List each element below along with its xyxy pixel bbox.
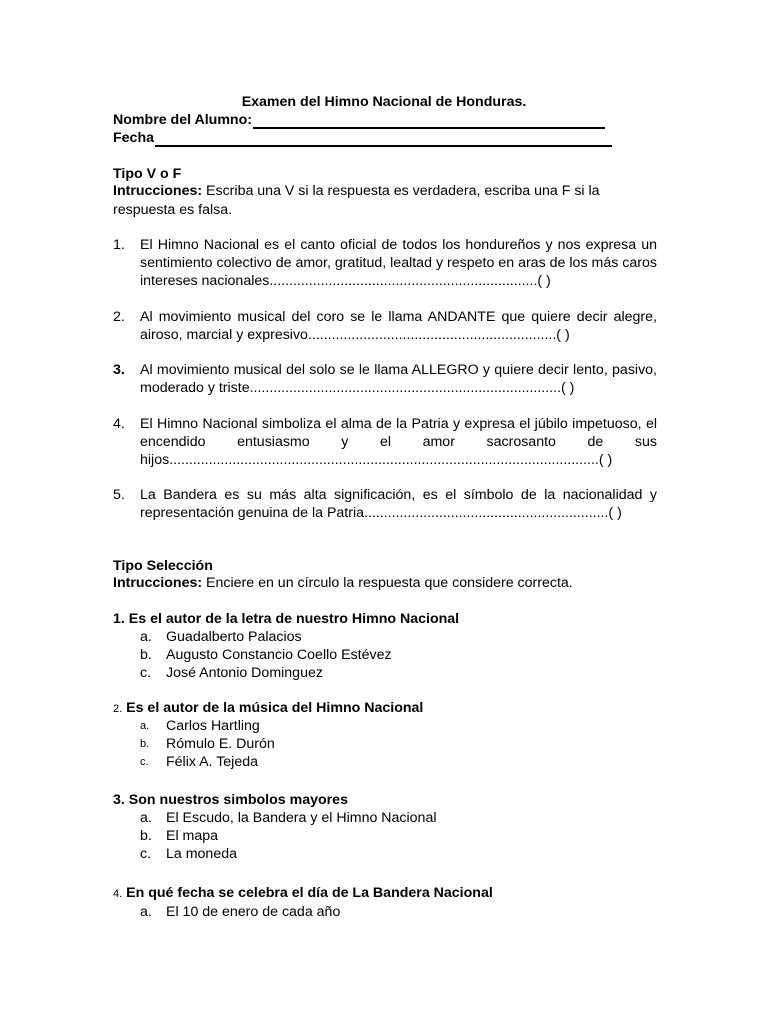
exam-title: Examen del Himno Nacional de Honduras. [241,94,527,110]
sel-options [140,717,275,771]
option-text: Félix A. Tejeda [166,754,259,770]
sel-option[interactable] [140,628,392,646]
sel-option[interactable] [140,735,275,753]
option-text: Augusto Constancio Coello Estévez [166,647,392,663]
sel-question-text: Son nuestros simbolos mayores [124,792,348,808]
tf-item-dots: ............................................................... [307,327,557,344]
sel-question-number: 2. [113,703,123,715]
sel-option[interactable] [140,903,340,921]
option-letter: a. [140,904,152,920]
option-text: Guadalberto Palacios [166,629,302,645]
tf-item-dots: ............................................................................................................. [169,452,599,469]
option-text: El mapa [166,828,219,844]
sel-question-number: 1. [113,611,125,627]
tf-item-dots: .............................................................. [364,505,609,522]
sel-question [113,611,459,628]
tf-item-number: 3. [113,362,125,378]
sel-instructions-text: Enciere en un círculo la respuesta que considere correcta. [202,575,573,591]
tf-item-dots: .................................................................... [269,273,538,290]
tf-item-number: 1. [113,237,125,253]
tf-item [113,236,657,291]
sel-question-number: 4. [113,888,123,900]
student-name-label: Nombre del Alumno: [113,112,252,128]
sel-options [140,903,340,921]
tf-section-heading: Tipo V o F [113,166,182,182]
student-name-line[interactable] [253,114,605,129]
tf-item-text: El Himno Nacional es el canto oficial de todos los hondureños y nos expresa un sentimiento colectivo de amor, gratitud, lealtad y respeto en aras de los más caros intereses nacionales [140,237,657,290]
sel-question [113,700,423,718]
sel-options [140,628,392,682]
date-line[interactable] [155,132,612,147]
sel-instructions [113,574,658,593]
tf-answer-blank[interactable]: ( ) [537,273,551,290]
tf-item [113,361,657,397]
tf-instructions [113,182,658,219]
tf-item-number: 4. [113,416,125,432]
tf-item-text: La Bandera es su más alta significación, es el símbolo de la nacionalidad y representación genuina de la Patria [140,487,657,522]
sel-instructions-label: Intrucciones: [113,575,203,591]
sel-option[interactable] [140,664,392,682]
option-letter: a. [140,720,150,732]
option-text: Rómulo E. Durón [166,736,275,752]
sel-option[interactable] [140,753,275,771]
tf-item [113,486,657,522]
tf-item-text: Al movimiento musical del solo se le llama ALLEGRO y quiere decir lento, pasivo, moderado y triste [140,362,657,397]
tf-answer-blank[interactable]: ( ) [608,505,622,522]
option-letter: c. [140,756,149,768]
tf-item-number: 2. [113,309,125,325]
option-letter: c. [140,665,152,681]
option-letter: b. [140,738,150,750]
option-letter: b. [140,828,152,844]
option-letter: c. [140,846,152,862]
date-label: Fecha [113,130,155,146]
tf-instructions-text: Escriba una V si la respuesta es verdadera, escriba una F si la respuesta es falsa. [113,183,600,218]
option-text: José Antonio Dominguez [166,665,323,681]
student-name-field [113,112,605,129]
tf-instructions-label: Intrucciones: [113,183,203,199]
tf-item-number: 5. [113,487,125,503]
option-text: La moneda [166,846,237,862]
sel-question [113,792,348,809]
tf-item-text: El Himno Nacional simboliza el alma de la Patria y expresa el júbilo impetuoso, el encendido entusiasmo y el amor sacrosanto de sus hijos [140,416,657,469]
sel-question-text: Es el autor de la letra de nuestro Himno Nacional [124,611,460,627]
sel-option[interactable] [140,717,275,735]
sel-option[interactable] [140,646,392,664]
tf-item [113,308,657,344]
option-text: El Escudo, la Bandera y el Himno Nacional [166,810,437,826]
sel-question-text: Es el autor de la música del Himno Nacional [122,700,424,716]
sel-options [140,809,437,863]
tf-answer-blank[interactable]: ( ) [598,452,613,469]
tf-item-text: Al movimiento musical del coro se le llama ANDANTE que quiere decir alegre, airoso, marcial y expresivo [140,309,657,344]
tf-answer-blank[interactable]: ( ) [556,327,570,344]
sel-section-heading: Tipo Selección [113,558,213,574]
option-text: El 10 de enero de cada año [166,904,341,920]
option-text: Carlos Hartling [166,718,260,734]
option-letter: a. [140,810,152,826]
sel-question [113,885,493,903]
tf-item-dots: ............................................................................... [249,380,562,397]
tf-item [113,415,657,470]
date-field [113,130,612,147]
sel-question-number: 3. [113,792,125,808]
option-letter: a. [140,629,152,645]
sel-question-text: En qué fecha se celebra el día de La Bandera Nacional [122,885,493,901]
option-letter: b. [140,647,152,663]
sel-option[interactable] [140,845,437,863]
sel-option[interactable] [140,827,437,845]
tf-answer-blank[interactable]: ( ) [561,380,575,397]
sel-option[interactable] [140,809,437,827]
